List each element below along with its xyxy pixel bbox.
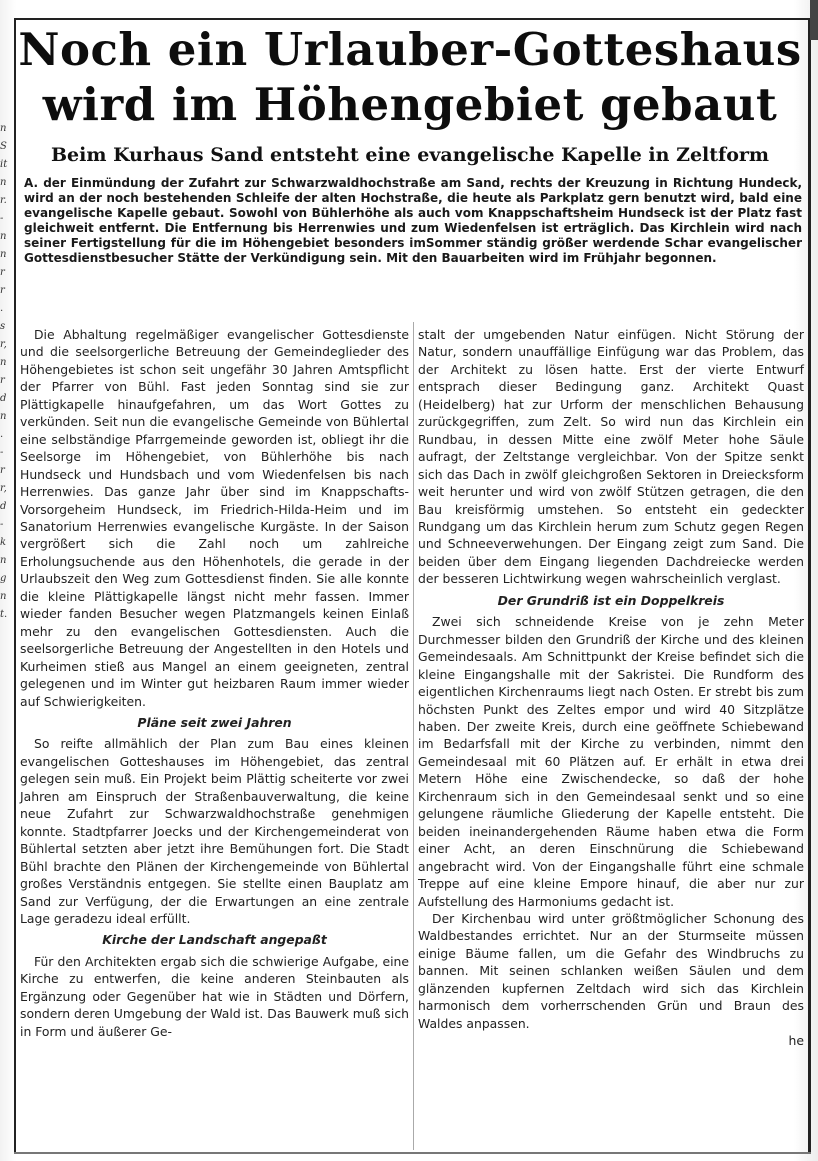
section-subheading: Kirche der Landschaft angepaßt bbox=[102, 932, 327, 948]
lead-paragraph: A. der Einmündung der Zufahrt zur Schwarzwaldhochstraße am Sand, rechts der Kreuzung in Richtung Hundeck, wird an der noch bestehenden Schleife der alten Hochstraße, die heute als Parkplatz gern benutzt wird, bald eine evangelische Kapelle gebaut. Sowohl von Bühlerhöhe als auch vom Knappschaftsheim Hundseck ist der Platz fast gleichweit entfernt. Die Entfernung bis Herrenwies und zum Wiedenfelsen ist erträglich. Das Kirchlein wird nach seiner Fertigstellung für die im Höhengebiet besonders imSommer ständig größer werdende Schar evangelischer Gottesdienstbesucher Stätte der Verkündigung sein. Mit den Bauarbeiten wird im Frühjahr begonnen. bbox=[24, 176, 802, 265]
frame-rule-right bbox=[808, 18, 811, 1153]
scan-edge-mark bbox=[810, 0, 818, 40]
frame-rule-bottom bbox=[14, 1152, 811, 1154]
column-right bbox=[418, 326, 804, 1050]
body-paragraph: Der Kirchenbau wird unter größtmöglicher Schonung des Waldbestandes errichtet. Nur an der Sturmseite müssen einige Bäume fallen, um die Gefahr des Windbruchs zu bannen. Mit seinen schlanken weißen Säulen und dem glänzenden kupfernen Zeltdach wird sich das Kirchlein harmonisch dem vorherrschenden Grün und Braun des Waldes anpassen. bbox=[418, 910, 804, 1031]
body-paragraph: Zwei sich schneidende Kreise von je zehn Meter Durchmesser bilden den Grundriß der Kirche und des kleinen Gemeindesaals. Am Schnittpunkt der Kreise befindet sich die kleine Eingangshalle mit der Sakristei. Die Rundform des eigentlichen Kirchenraums liegt nach Osten. Er strebt bis zum höchsten Punkt des Zeltes empor und wird 40 Sitzplätze haben. Der zweite Kreis, durch eine geöffnete Schiebewand im Bedarfsfall mit der Kirche zu verbinden, nimmt den Gemeindesaal mit 60 Plätzen auf. Er erhält in etwa drei Metern Höhe eine Zwischendecke, so daß der hohe Kirchenraum sich in den Gemeindesaal senkt und so eine gelungene räumliche Gliederung der Kapelle entsteht. Die beiden ineinandergehenden Räume haben etwa die Form einer Acht, an deren Einschnürung die Schiebewand angebracht wird. Von der Eingangshalle führt eine schmale Treppe auf eine kleine Empore hinauf, die aber nur zur Aufstellung des Harmoniums gedacht ist. bbox=[418, 614, 804, 909]
section-subheading: Der Grundriß ist ein Doppelkreis bbox=[497, 592, 725, 608]
section-subheading: Pläne seit zwei Jahren bbox=[137, 714, 292, 730]
adjacent-column-fragments: n S it n r. - n n r r . s r, n r d n . - r r, d - k n g n t. bbox=[0, 123, 8, 620]
author-signature: he bbox=[788, 1033, 804, 1049]
headline-line-2: wird im Höhengebiet gebaut bbox=[42, 78, 778, 131]
body-paragraph: Für den Architekten ergab sich die schwierige Aufgabe, eine Kirche zu entwerfen, die keine anderen Steinbauten als Ergänzung oder Gegenüber hat wie in Städten und Dörfern, sondern deren Umgebung der Wald ist. Das Bauwerk muß sich in Form und äußerer Ge- bbox=[20, 953, 409, 1039]
column-left bbox=[20, 326, 409, 1040]
body-paragraph: Die Abhaltung regelmäßiger evangelischer Gottesdienste und die seelsorgerliche Betreuung der Gemeindeglieder des Höhengebietes ist schon seit ungefähr 30 Jahren Amtspflicht der Pfarrer von Bühl. Fast jeden Sonntag sind sie zur Plättigkapelle hinaufgefahren, um das Wort Gottes zu verkünden. Seit nun die evangelische Gemeinde von Bühlertal eine selbständige Pfarrgemeinde geworden ist, obliegt ihr die Seelsorge im Höhengebiet, von Bühlerhöhe bis nach Hundseck und Hundsbach und vom Wiedenfelsen bis nach Herrenwies. Das ganze Jahr über sind im Knappschafts-Vorsorgeheim Hundseck, im Friedrich-Hilda-Heim und im Sanatorium Herrenwies evangelische Kurgäste. In der Saison vergrößert sich die Zahl noch um zahlreiche Erholungsuchende aus den Höhenhotels, die gerade in der Urlaubszeit den Weg zum Gottesdienst finden. Sie alle konnte die kleine Plättigkapelle längst nicht mehr fassen. Immer wieder fanden Besucher wegen Platzmangels keinen Einlaß mehr zu den evangelischen Gottesdiensten. Auch die seelsorgerliche Betreuung der Angestellten in den Hotels und Kurheimen stieß aus Mangel an einem geeigneten, zentral gelegenen und im Winter gut heizbaren Raum immer wieder auf Schwierigkeiten. bbox=[20, 327, 409, 709]
column-divider bbox=[413, 322, 414, 1150]
subheadline: Beim Kurhaus Sand entsteht eine evangelische Kapelle in Zeltform bbox=[50, 144, 769, 166]
body-paragraph: So reifte allmählich der Plan zum Bau eines kleinen evangelischen Gotteshauses im Höhengebiet, das zentral gelegen sein muß. Ein Projekt beim Plättig scheiterte vor zwei Jahren am Einspruch der Straßenbauverwaltung, die keine neue Zufahrt zur Schwarzwaldhochstraße genehmigen konnte. Stadtpfarrer Joecks und der Kirchengemeinderat von Bühlertal setzten aber jetzt ihre Bemühungen fort. Die Stadt Bühl brachte den Plänen der Kirchengemeinde von Bühlertal großes Verständnis entgegen. Sie stellte einen Bauplatz am Sand zur Verfügung, der die Erwartungen an eine zentrale Lage geradezu ideal erfüllt. bbox=[20, 736, 409, 926]
body-paragraph: stalt der umgebenden Natur einfügen. Nicht Störung der Natur, sondern unauffällige Einfügung war das Problem, das der Architekt zu lösen hatte. Erst der vierte Entwurf entsprach dieser Bedingung ganz. Architekt Quast (Heidelberg) hat zur Urform der menschlichen Behausung zurückgegriffen, zum Zelt. So wird nun das Kirchlein ein Rundbau, in dessen Mitte eine zwölf Meter hohe Säule aufragt, der Zeltstange vergleichbar. Von der Spitze senkt sich das Dach in zwölf gleichgroßen Sektoren in Dreiecksform weit herunter und wird von zwölf Stützen getragen, die den Bau kreisförmig umstehen. So entsteht ein gedeckter Rundgang um das Kirchlein herum zum Schutz gegen Regen und Schneeverwehungen. Der Eingang zeigt zum Sand. Die beiden über dem Eingang liegenden Dachdreiecke werden der besseren Lichtwirkung wegen wahrscheinlich verglast. bbox=[418, 327, 804, 587]
headline bbox=[18, 22, 802, 132]
headline-line-1: Noch ein Urlauber-Gotteshaus bbox=[18, 23, 802, 76]
frame-rule-top bbox=[14, 18, 808, 20]
